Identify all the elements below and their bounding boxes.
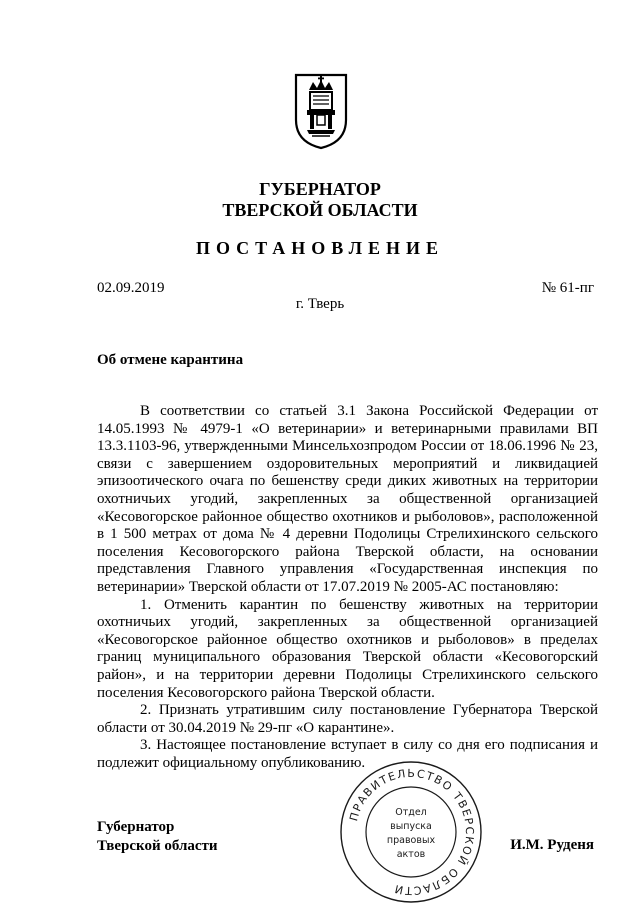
seal-center-text: Отдел (395, 807, 427, 818)
tver-coat-of-arms-icon (293, 72, 349, 150)
document-number: № 61-пг (541, 280, 594, 296)
document-type: ПОСТАНОВЛЕНИЕ (195, 238, 445, 258)
seal-center-text: актов (396, 849, 426, 860)
official-seal (336, 757, 486, 907)
signatory-role-line: Губернатор (97, 819, 175, 835)
signatory-name: И.М. Руденя (510, 837, 594, 853)
body-paragraph: 3. Настоящее постановление вступает в силу со дня его подписания и подлежит официальному опубликованию. (97, 737, 598, 771)
document-date: 02.09.2019 (97, 280, 165, 296)
issuer-region: ТВЕРСКОЙ ОБЛАСТИ (222, 200, 418, 220)
seal-center-text: правовых (386, 835, 436, 846)
document-city: г. Тверь (295, 296, 345, 312)
body-paragraph: 2. Признать утратившим силу постановление Губернатора Тверской области от 30.04.2019 № 29-пг «О карантине». (97, 702, 598, 736)
document-body (97, 403, 598, 772)
signatory-role (97, 818, 218, 856)
document-subject: Об отмене карантина (97, 352, 244, 368)
body-paragraph: 1. Отменить карантин по бешенству животных на территории охотничьих угодий, закрепленных за общественной организацией «Кесовогорское районное общество охотников и рыболовов» в пределах границ муниципального образования Тверской области «Кесовогорский район», и на территории деревни Подолицы Стрелихинского сельского поселения Кесовогорского района Тверской области. (97, 596, 598, 701)
seal-center-text: выпуска (390, 821, 432, 832)
body-paragraph: В соответствии со статьей 3.1 Закона Российской Федерации от 14.05.1993 № 4979-1 «О ветеринарии» и ветеринарными правилами ВП 13.3.1103-96, утвержденными Минсельхозпродом России от 18.06.1996 № 23, связи с завершением оздоровительных мероприятий и ликвидацией эпизоотического очага по бешенству среди диких животных на территории охотничьих угодий, закрепленных за общественной организацией «Кесовогорское районное общество охотников и рыболовов», расположенной в 1 500 метрах от дома № 4 деревни Подолицы Стрелихинского сельского поселения Кесовогорского района Тверской области, на основании представления Главного управления «Государственная инспекция по ветеринарии» Тверской области от 17.07.2019 № 2005-АС постановляю: (97, 403, 598, 595)
signatory-role-line: Тверской области (97, 838, 218, 854)
issuer-title: ГУБЕРНАТОР (259, 179, 381, 199)
seal-ring-text: ПРАВИТЕЛЬСТВО ТВЕРСКОЙ ОБЛАСТИ (347, 766, 477, 898)
